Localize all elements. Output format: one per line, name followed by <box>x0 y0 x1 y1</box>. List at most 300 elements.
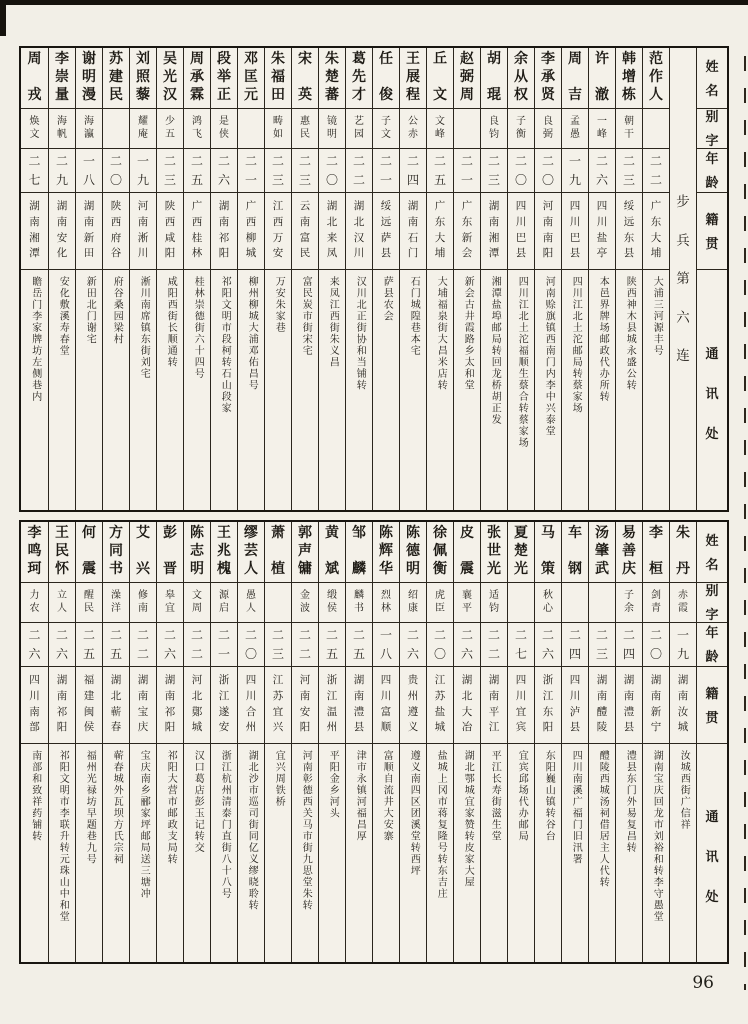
age-cell: 二 六 <box>49 623 75 667</box>
age-cell: 二 二 <box>292 623 318 667</box>
age-cell: 二 二 <box>346 149 372 193</box>
contact-address-cell: 宝庆南乡郦家坪邮局送三塘冲 <box>138 750 150 900</box>
roster-column <box>21 48 48 510</box>
roster-column <box>264 48 291 510</box>
native-place-cell: 四 川 宜 宾 <box>508 667 534 744</box>
roster-column <box>345 48 372 510</box>
age-cell: 二 二 <box>481 623 507 667</box>
native-place-cell: 福 建 闽 侯 <box>76 667 102 744</box>
contact-address-cell: 新会古井霞路乡太和堂 <box>462 276 474 391</box>
age-cell: 二 二 <box>130 623 156 667</box>
col-header-courtesy: 别 字 <box>697 109 727 149</box>
native-place-cell: 四 川 泸 县 <box>562 667 588 744</box>
roster-column <box>588 522 615 962</box>
contact-address-cell: 河南赊旗镇西南门内李中兴泰堂 <box>543 276 555 437</box>
contact-address-cell: 福州光禄坊早题巷九号 <box>84 750 96 865</box>
age-cell: 二 〇 <box>319 149 345 193</box>
age-cell: 二 五 <box>76 623 102 667</box>
name-cell: 艾 兴 <box>130 522 156 583</box>
age-cell: 二 一 <box>454 149 480 193</box>
courtesy-name-cell: 鸿 飞 <box>184 109 210 149</box>
age-cell: 二 六 <box>21 623 48 667</box>
native-place-cell: 湖 北 蕲 春 <box>103 667 129 744</box>
roster-column <box>426 48 453 510</box>
roster-column <box>156 522 183 962</box>
courtesy-name-cell: 子 衡 <box>508 109 534 149</box>
courtesy-name-cell: 艺 园 <box>346 109 372 149</box>
roster-column <box>21 522 48 962</box>
contact-address-cell: 万安朱家巷 <box>273 276 285 334</box>
roster-column <box>237 48 264 510</box>
native-place-cell: 河 南 南 阳 <box>535 193 561 270</box>
courtesy-name-cell <box>589 583 615 623</box>
native-place-cell: 四 川 南 部 <box>21 667 48 744</box>
age-cell: 二 一 <box>238 149 264 193</box>
name-cell: 李 承 贤 <box>535 48 561 109</box>
roster-column <box>291 48 318 510</box>
native-place-cell: 广 东 大 埔 <box>427 193 453 270</box>
contact-address-cell: 府谷桑园梁村 <box>111 276 123 345</box>
age-cell: 二 二 <box>643 149 669 193</box>
native-place-cell: 陕 西 府 谷 <box>103 193 129 270</box>
age-cell: 二 六 <box>589 149 615 193</box>
courtesy-name-cell: 烈 林 <box>373 583 399 623</box>
header-column <box>696 522 727 962</box>
age-cell: 二 三 <box>265 623 291 667</box>
roster-column <box>615 522 642 962</box>
courtesy-name-cell: 秋 心 <box>535 583 561 623</box>
courtesy-name-cell: 麟 书 <box>346 583 372 623</box>
name-cell: 刘 照 藜 <box>130 48 156 109</box>
age-cell: 一 八 <box>373 623 399 667</box>
roster-column <box>588 48 615 510</box>
courtesy-name-cell: 良 钧 <box>481 109 507 149</box>
age-cell: 二 五 <box>103 623 129 667</box>
courtesy-name-cell: 金 波 <box>292 583 318 623</box>
courtesy-name-cell: 赤 霞 <box>670 583 696 623</box>
name-cell: 汤 肇 武 <box>589 522 615 583</box>
roster-column <box>534 522 561 962</box>
age-cell: 二 四 <box>562 623 588 667</box>
age-cell: 二 二 <box>184 623 210 667</box>
native-place-cell: 广 西 柳 城 <box>238 193 264 270</box>
contact-address-cell: 安化敷溪寿春堂 <box>57 276 69 357</box>
age-cell: 二 一 <box>373 149 399 193</box>
name-cell: 车 钢 <box>562 522 588 583</box>
native-place-cell: 湖 南 湘 潭 <box>481 193 507 270</box>
roster-column <box>48 48 75 510</box>
name-cell: 陈 辉 华 <box>373 522 399 583</box>
name-cell: 朱 丹 <box>670 522 696 583</box>
roster-column <box>156 48 183 510</box>
col-header-name: 姓 名 <box>697 48 727 109</box>
contact-address-cell: 汉口葛店彭玉记转交 <box>192 750 204 854</box>
scan-edge-top <box>0 0 748 5</box>
native-place-cell: 江 苏 盐 城 <box>427 667 453 744</box>
contact-address-cell: 津市永镇河福昌厚 <box>354 750 366 842</box>
contact-address-cell: 本邑界牌场邮政代办所转 <box>597 276 609 403</box>
contact-address-cell: 澧县东门外易复昌转 <box>624 750 636 854</box>
native-place-cell: 四 川 盐 亭 <box>589 193 615 270</box>
name-cell: 萧 植 <box>265 522 291 583</box>
age-cell: 一 九 <box>562 149 588 193</box>
age-cell: 二 五 <box>427 149 453 193</box>
native-place-cell: 湖 南 醴 陵 <box>589 667 615 744</box>
name-cell: 朱 福 田 <box>265 48 291 109</box>
roster-column <box>210 48 237 510</box>
name-cell: 余 从 权 <box>508 48 534 109</box>
courtesy-name-cell: 一 峰 <box>589 109 615 149</box>
age-cell: 二 〇 <box>508 149 534 193</box>
roster-column <box>291 522 318 962</box>
page-number: 96 <box>692 973 714 993</box>
courtesy-name-cell: 良 弼 <box>535 109 561 149</box>
contact-address-cell: 平江长寿街滋生堂 <box>489 750 501 842</box>
age-cell: 二 六 <box>400 623 426 667</box>
age-cell: 二 六 <box>157 623 183 667</box>
name-cell: 胡 琨 <box>481 48 507 109</box>
unit-column <box>669 48 696 510</box>
roster-column <box>399 48 426 510</box>
name-cell: 邓 匡 元 <box>238 48 264 109</box>
contact-address-cell: 浙江杭州清泰门直街八十八号 <box>219 750 231 900</box>
courtesy-name-cell: 文 峰 <box>427 109 453 149</box>
roster-column <box>102 522 129 962</box>
courtesy-name-cell: 子 文 <box>373 109 399 149</box>
roster-column <box>129 522 156 962</box>
native-place-cell: 江 西 万 安 <box>265 193 291 270</box>
age-cell: 二 七 <box>21 149 48 193</box>
name-cell: 周 承 霖 <box>184 48 210 109</box>
roster-column <box>480 48 507 510</box>
courtesy-name-cell <box>103 109 129 149</box>
courtesy-name-cell: 醒 民 <box>76 583 102 623</box>
roster-column <box>183 522 210 962</box>
roster-column <box>615 48 642 510</box>
native-place-cell: 云 南 富 民 <box>292 193 318 270</box>
native-place-cell: 广 西 桂 林 <box>184 193 210 270</box>
col-header-name: 姓 名 <box>697 522 727 583</box>
age-cell: 二 〇 <box>103 149 129 193</box>
courtesy-name-cell: 绍 康 <box>400 583 426 623</box>
courtesy-name-cell <box>508 583 534 623</box>
native-place-cell: 湖 北 来 凤 <box>319 193 345 270</box>
courtesy-name-cell: 皋 宜 <box>157 583 183 623</box>
roster-column <box>345 522 372 962</box>
courtesy-name-cell <box>454 109 480 149</box>
name-cell: 苏 建 民 <box>103 48 129 109</box>
roster-column <box>75 48 102 510</box>
courtesy-name-cell <box>265 583 291 623</box>
native-place-cell: 四 川 富 顺 <box>373 667 399 744</box>
contact-address-cell: 南部和致祥药铺转 <box>29 750 41 842</box>
name-cell: 周 吉 <box>562 48 588 109</box>
courtesy-name-cell: 襄 平 <box>454 583 480 623</box>
contact-address-cell: 汝城西街广信祥 <box>678 750 690 831</box>
age-cell: 二 九 <box>49 149 75 193</box>
native-place-cell: 湖 南 平 江 <box>481 667 507 744</box>
native-place-cell: 湖 北 大 冶 <box>454 667 480 744</box>
roster-column <box>183 48 210 510</box>
age-cell: 二 四 <box>616 623 642 667</box>
roster-column <box>399 522 426 962</box>
name-cell: 李 鸣 珂 <box>21 522 48 583</box>
roster-column <box>129 48 156 510</box>
courtesy-name-cell <box>643 109 669 149</box>
name-cell: 韩 增 栋 <box>616 48 642 109</box>
name-cell: 段 举 正 <box>211 48 237 109</box>
contact-address-cell: 醴陵西城汤祠借居主人代转 <box>597 750 609 888</box>
native-place-cell: 湖 南 湘 潭 <box>21 193 48 270</box>
roster-column <box>453 48 480 510</box>
col-header-courtesy: 别 字 <box>697 583 727 623</box>
col-header-contact: 通 讯 处 <box>705 808 719 904</box>
name-cell: 赵 弼 周 <box>454 48 480 109</box>
roster-column <box>318 48 345 510</box>
age-cell: 二 三 <box>481 149 507 193</box>
age-cell: 二 一 <box>211 623 237 667</box>
native-place-cell: 湖 南 澧 县 <box>616 667 642 744</box>
native-place-cell: 湖 南 新 田 <box>76 193 102 270</box>
contact-address-cell: 四川江北土沱邮局转蔡家场 <box>570 276 582 414</box>
contact-address-cell: 大浦三河源丰号 <box>651 276 663 357</box>
contact-address-cell: 四川南溪广福门旧汛署 <box>570 750 582 865</box>
native-place-cell: 四 川 巴 县 <box>508 193 534 270</box>
contact-address-cell: 瞻岳门李家牌坊左侧巷内 <box>29 276 41 403</box>
age-cell: 二 三 <box>265 149 291 193</box>
contact-address-cell: 富顺自流井大安寨 <box>381 750 393 842</box>
header-column <box>696 48 727 510</box>
roster-column <box>426 522 453 962</box>
contact-address-cell: 石门城隍巷本宅 <box>408 276 420 357</box>
native-place-cell: 河 南 安 阳 <box>292 667 318 744</box>
native-place-cell: 湖 南 安 化 <box>49 193 75 270</box>
age-cell: 二 三 <box>589 623 615 667</box>
contact-address-cell: 湖南宝庆回龙市刘裕和转李守愚堂 <box>651 750 663 923</box>
contact-address-cell: 盐城上冈市蒋复隆号转东吉庄 <box>435 750 447 900</box>
name-cell: 易 善 庆 <box>616 522 642 583</box>
contact-address-cell: 湖北沙市巡司街同亿义缪晓聆转 <box>246 750 258 911</box>
col-header-native: 籍 贯 <box>697 667 727 744</box>
courtesy-name-cell: 澡 洋 <box>103 583 129 623</box>
name-cell: 缪 芸 人 <box>238 522 264 583</box>
courtesy-name-cell <box>238 109 264 149</box>
courtesy-name-cell: 愚 人 <box>238 583 264 623</box>
scan-edge-corner <box>0 0 6 36</box>
name-cell: 范 作 人 <box>643 48 669 109</box>
contact-address-cell: 柳州柳城大浦邓佑昌号 <box>246 276 258 391</box>
roster-column <box>237 522 264 962</box>
name-cell: 张 世 光 <box>481 522 507 583</box>
name-cell: 陈 志 明 <box>184 522 210 583</box>
name-cell: 黄 斌 <box>319 522 345 583</box>
roster-column <box>507 522 534 962</box>
name-cell: 李 桓 <box>643 522 669 583</box>
courtesy-name-cell: 适 钧 <box>481 583 507 623</box>
native-place-cell: 河 南 淅 川 <box>130 193 156 270</box>
contact-address-cell: 萨县农会 <box>381 276 393 322</box>
roster-column <box>75 522 102 962</box>
contact-address-cell: 祁阳大营市邮政支局转 <box>165 750 177 865</box>
name-cell: 许 澈 <box>589 48 615 109</box>
courtesy-name-cell: 耀 庵 <box>130 109 156 149</box>
courtesy-name-cell: 海 瀛 <box>76 109 102 149</box>
name-cell: 王 民 怀 <box>49 522 75 583</box>
age-cell: 二 五 <box>184 149 210 193</box>
name-cell: 陈 德 明 <box>400 522 426 583</box>
col-header-age: 年 龄 <box>697 623 727 667</box>
name-cell: 王 兆 槐 <box>211 522 237 583</box>
age-cell: 二 〇 <box>427 623 453 667</box>
roster-column <box>453 522 480 962</box>
name-cell: 马 策 <box>535 522 561 583</box>
contact-address-cell: 东阳巍山镇转谷台 <box>543 750 555 842</box>
roster-column <box>210 522 237 962</box>
age-cell: 二 四 <box>400 149 426 193</box>
courtesy-name-cell: 虎 臣 <box>427 583 453 623</box>
native-place-cell: 绥 远 萨 县 <box>373 193 399 270</box>
contact-address-cell: 四川江北土沱福顺生蔡合转蔡家场 <box>516 276 528 449</box>
native-place-cell: 绥 远 东 县 <box>616 193 642 270</box>
courtesy-name-cell: 焕 文 <box>21 109 48 149</box>
roster-column <box>318 522 345 962</box>
courtesy-name-cell: 是 侠 <box>211 109 237 149</box>
age-cell: 二 〇 <box>238 623 264 667</box>
native-place-cell: 浙 江 东 阳 <box>535 667 561 744</box>
roster-column <box>642 522 669 962</box>
native-place-cell: 河 北 鄚 城 <box>184 667 210 744</box>
roster-column <box>561 48 588 510</box>
courtesy-name-cell: 海 帆 <box>49 109 75 149</box>
native-place-cell: 湖 南 祁 阳 <box>157 667 183 744</box>
name-cell: 彭 晋 <box>157 522 183 583</box>
unit-label: 步 兵 第 六 连 <box>676 194 690 364</box>
native-place-cell: 湖 南 宝 庆 <box>130 667 156 744</box>
age-cell: 二 六 <box>211 149 237 193</box>
courtesy-name-cell: 惠 民 <box>292 109 318 149</box>
contact-address-cell: 咸阳西街长顺通转 <box>165 276 177 368</box>
native-place-cell: 湖 南 祁 阳 <box>49 667 75 744</box>
native-place-cell: 湖 南 新 宁 <box>643 667 669 744</box>
name-cell: 宋 英 <box>292 48 318 109</box>
age-cell: 二 五 <box>346 623 372 667</box>
courtesy-name-cell: 立 人 <box>49 583 75 623</box>
courtesy-name-cell: 文 周 <box>184 583 210 623</box>
courtesy-name-cell: 剑 青 <box>643 583 669 623</box>
contact-address-cell: 大埔福泉街大昌米店转 <box>435 276 447 391</box>
age-cell: 一 九 <box>130 149 156 193</box>
name-cell: 朱 楚 蕃 <box>319 48 345 109</box>
name-cell: 何 震 <box>76 522 102 583</box>
roster-column <box>561 522 588 962</box>
contact-address-cell: 汉川北正街协和当铺转 <box>354 276 366 391</box>
contact-address-cell: 祁阳文明市李联升转元珠山中和堂 <box>57 750 69 923</box>
col-header-age: 年 龄 <box>697 149 727 193</box>
contact-address-cell: 新田北门谢宅 <box>84 276 96 345</box>
roster-column <box>507 48 534 510</box>
age-cell: 二 五 <box>319 623 345 667</box>
contact-address-cell: 淅川南席镇东街刘宅 <box>138 276 150 380</box>
native-place-cell: 陕 西 咸 阳 <box>157 193 183 270</box>
native-place-cell: 浙 江 温 州 <box>319 667 345 744</box>
infantry-roster-table-bottom <box>19 520 729 964</box>
age-cell: 二 六 <box>535 623 561 667</box>
native-place-cell: 浙 江 遂 安 <box>211 667 237 744</box>
name-cell: 任 俊 <box>373 48 399 109</box>
native-place-cell: 广 东 大 埔 <box>643 193 669 270</box>
name-cell: 邹 麟 <box>346 522 372 583</box>
courtesy-name-cell: 畴 如 <box>265 109 291 149</box>
age-cell: 二 〇 <box>535 149 561 193</box>
native-place-cell: 江 苏 宜 兴 <box>265 667 291 744</box>
contact-address-cell: 富民炭市街宋宅 <box>300 276 312 357</box>
age-cell: 一 九 <box>670 623 696 667</box>
native-place-cell: 湖 南 汝 城 <box>670 667 696 744</box>
contact-address-cell: 平阳金乡河头 <box>327 750 339 819</box>
name-cell: 徐 佩 衡 <box>427 522 453 583</box>
age-cell: 二 七 <box>508 623 534 667</box>
age-cell: 二 三 <box>616 149 642 193</box>
contact-address-cell: 祁阳文明市段柯转石山段家 <box>219 276 231 414</box>
contact-address-cell: 宜兴周铁桥 <box>273 750 285 808</box>
courtesy-name-cell: 子 余 <box>616 583 642 623</box>
contact-address-cell: 湖北鄂城宜家赞转皮家大屋 <box>462 750 474 888</box>
col-header-contact: 通 讯 处 <box>705 345 719 441</box>
contact-address-cell: 河南彰德西关马市街九思堂朱转 <box>300 750 312 911</box>
native-place-cell: 贵 州 遵 义 <box>400 667 426 744</box>
roster-column <box>48 522 75 962</box>
courtesy-name-cell <box>562 583 588 623</box>
contact-address-cell: 来凤江西街朱义昌 <box>327 276 339 368</box>
native-place-cell: 四 川 巴 县 <box>562 193 588 270</box>
native-place-cell: 湖 南 祁 阳 <box>211 193 237 270</box>
age-cell: 一 八 <box>76 149 102 193</box>
contact-address-cell: 遵义南四区团溪堂转西坪 <box>408 750 420 877</box>
native-place-cell: 湖 南 石 门 <box>400 193 426 270</box>
age-cell: 二 〇 <box>643 623 669 667</box>
native-place-cell: 湖 南 澧 县 <box>346 667 372 744</box>
age-cell: 二 三 <box>292 149 318 193</box>
name-cell: 王 展 程 <box>400 48 426 109</box>
age-cell: 二 三 <box>157 149 183 193</box>
name-cell: 周 戎 <box>21 48 48 109</box>
name-cell: 吴 光 汉 <box>157 48 183 109</box>
name-cell: 郭 声 镛 <box>292 522 318 583</box>
contact-address-cell: 蕲春城外瓦坝方氏宗祠 <box>111 750 123 865</box>
name-cell: 葛 先 才 <box>346 48 372 109</box>
roster-column <box>669 522 696 962</box>
name-cell: 李 崇 量 <box>49 48 75 109</box>
roster-column <box>372 522 399 962</box>
contact-address-cell: 湘潭盐埠邮局转回龙桥胡正发 <box>489 276 501 426</box>
courtesy-name-cell: 源 启 <box>211 583 237 623</box>
courtesy-name-cell: 朝 干 <box>616 109 642 149</box>
courtesy-name-cell: 力 农 <box>21 583 48 623</box>
infantry-roster-table-top <box>19 46 729 512</box>
roster-column <box>264 522 291 962</box>
courtesy-name-cell: 公 赤 <box>400 109 426 149</box>
courtesy-name-cell: 缎 侯 <box>319 583 345 623</box>
scan-edge-right <box>744 56 746 990</box>
roster-column <box>372 48 399 510</box>
native-place-cell: 四 川 合 州 <box>238 667 264 744</box>
col-header-native: 籍 贯 <box>697 193 727 270</box>
name-cell: 方 同 书 <box>103 522 129 583</box>
roster-column <box>480 522 507 962</box>
courtesy-name-cell: 孟 愚 <box>562 109 588 149</box>
name-cell: 夏 楚 光 <box>508 522 534 583</box>
contact-address-cell: 桂林崇德街六十四号 <box>192 276 204 380</box>
